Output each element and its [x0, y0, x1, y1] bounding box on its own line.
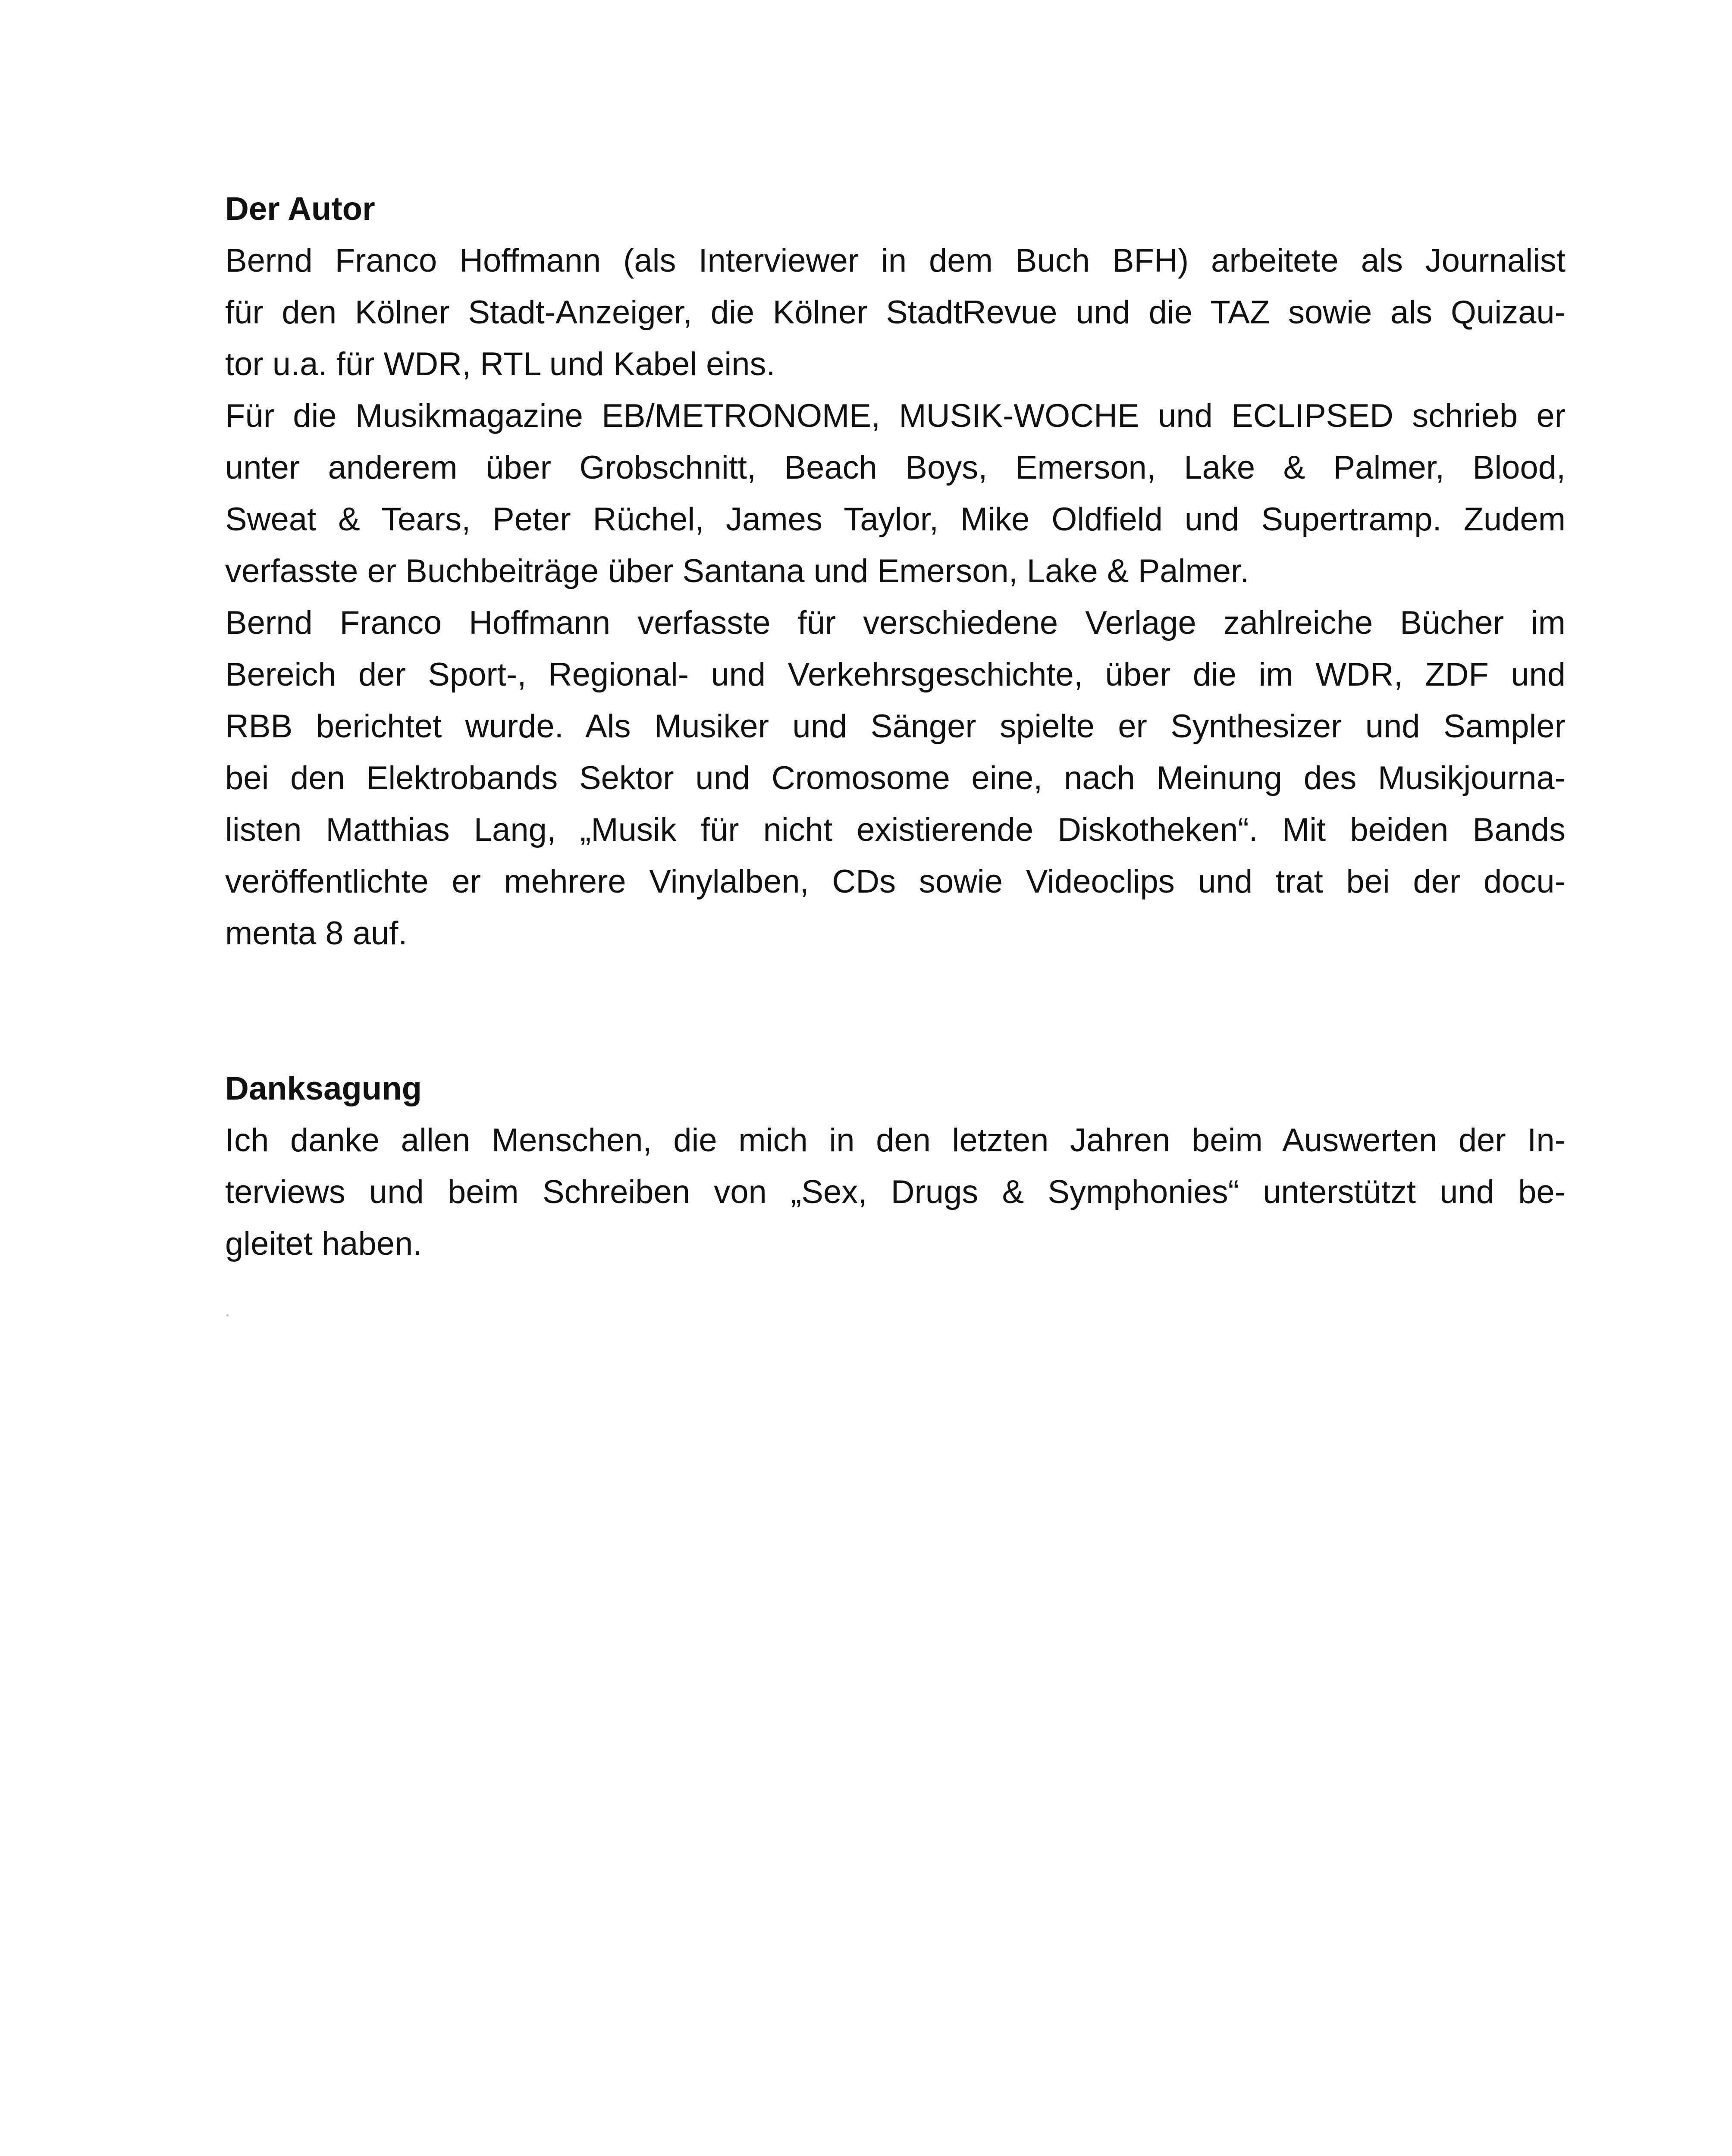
author-paragraph-line: unter anderem über Grobschnitt, Beach Boys, Emerson, Lake & Palmer, Blood,	[225, 449, 1566, 486]
thanks-heading: Danksagung	[225, 1070, 422, 1107]
author-paragraph-line: listen Matthias Lang, „Musik für nicht existierende Diskotheken“. Mit beiden Bands	[225, 812, 1566, 848]
author-paragraph-line: RBB berichtet wurde. Als Musiker und Sänger spielte er Synthesizer und Sampler	[225, 708, 1566, 745]
author-heading: Der Autor	[225, 191, 375, 227]
thanks-paragraph-line: terviews und beim Schreiben von „Sex, Drugs & Symphonies“ unterstützt und be-	[225, 1174, 1566, 1210]
author-paragraph-line: Bereich der Sport-, Regional- und Verkehrsgeschichte, über die im WDR, ZDF und	[225, 656, 1566, 693]
author-paragraph-line: menta 8 auf.	[225, 915, 408, 952]
author-paragraph-line: Für die Musikmagazine EB/METRONOME, MUSIK-WOCHE und ECLIPSED schrieb er	[225, 398, 1566, 434]
author-paragraph-line: Sweat & Tears, Peter Rüchel, James Taylor, Mike Oldfield und Supertramp. Zudem	[225, 501, 1566, 538]
thanks-paragraph-line: gleitet haben.	[225, 1225, 422, 1262]
thanks-section	[225, 1063, 1566, 1270]
thanks-paragraph-line: Ich danke allen Menschen, die mich in den letzten Jahren beim Auswerten der In-	[225, 1122, 1566, 1159]
author-section	[225, 183, 1566, 959]
author-paragraph-line: für den Kölner Stadt-Anzeiger, die Kölner StadtRevue und die TAZ sowie als Quizau-	[225, 294, 1566, 331]
author-paragraph-line: verfasste er Buchbeiträge über Santana und Emerson, Lake & Palmer.	[225, 553, 1249, 589]
section-spacer	[225, 959, 1566, 1063]
author-paragraph-line: Bernd Franco Hoffmann verfasste für verschiedene Verlage zahlreiche Bücher im	[225, 605, 1566, 641]
author-paragraph-line: Bernd Franco Hoffmann (als Interviewer in dem Buch BFH) arbeitete als Journalist	[225, 242, 1566, 279]
stray-mark	[226, 1314, 229, 1316]
author-paragraph-line: tor u.a. für WDR, RTL und Kabel eins.	[225, 346, 775, 382]
page-content	[225, 183, 1566, 1270]
author-paragraph-line: bei den Elektrobands Sektor und Cromosome eine, nach Meinung des Musikjourna-	[225, 760, 1566, 796]
author-paragraph-line: veröffentlichte er mehrere Vinylalben, CDs sowie Videoclips und trat bei der docu-	[225, 863, 1566, 900]
